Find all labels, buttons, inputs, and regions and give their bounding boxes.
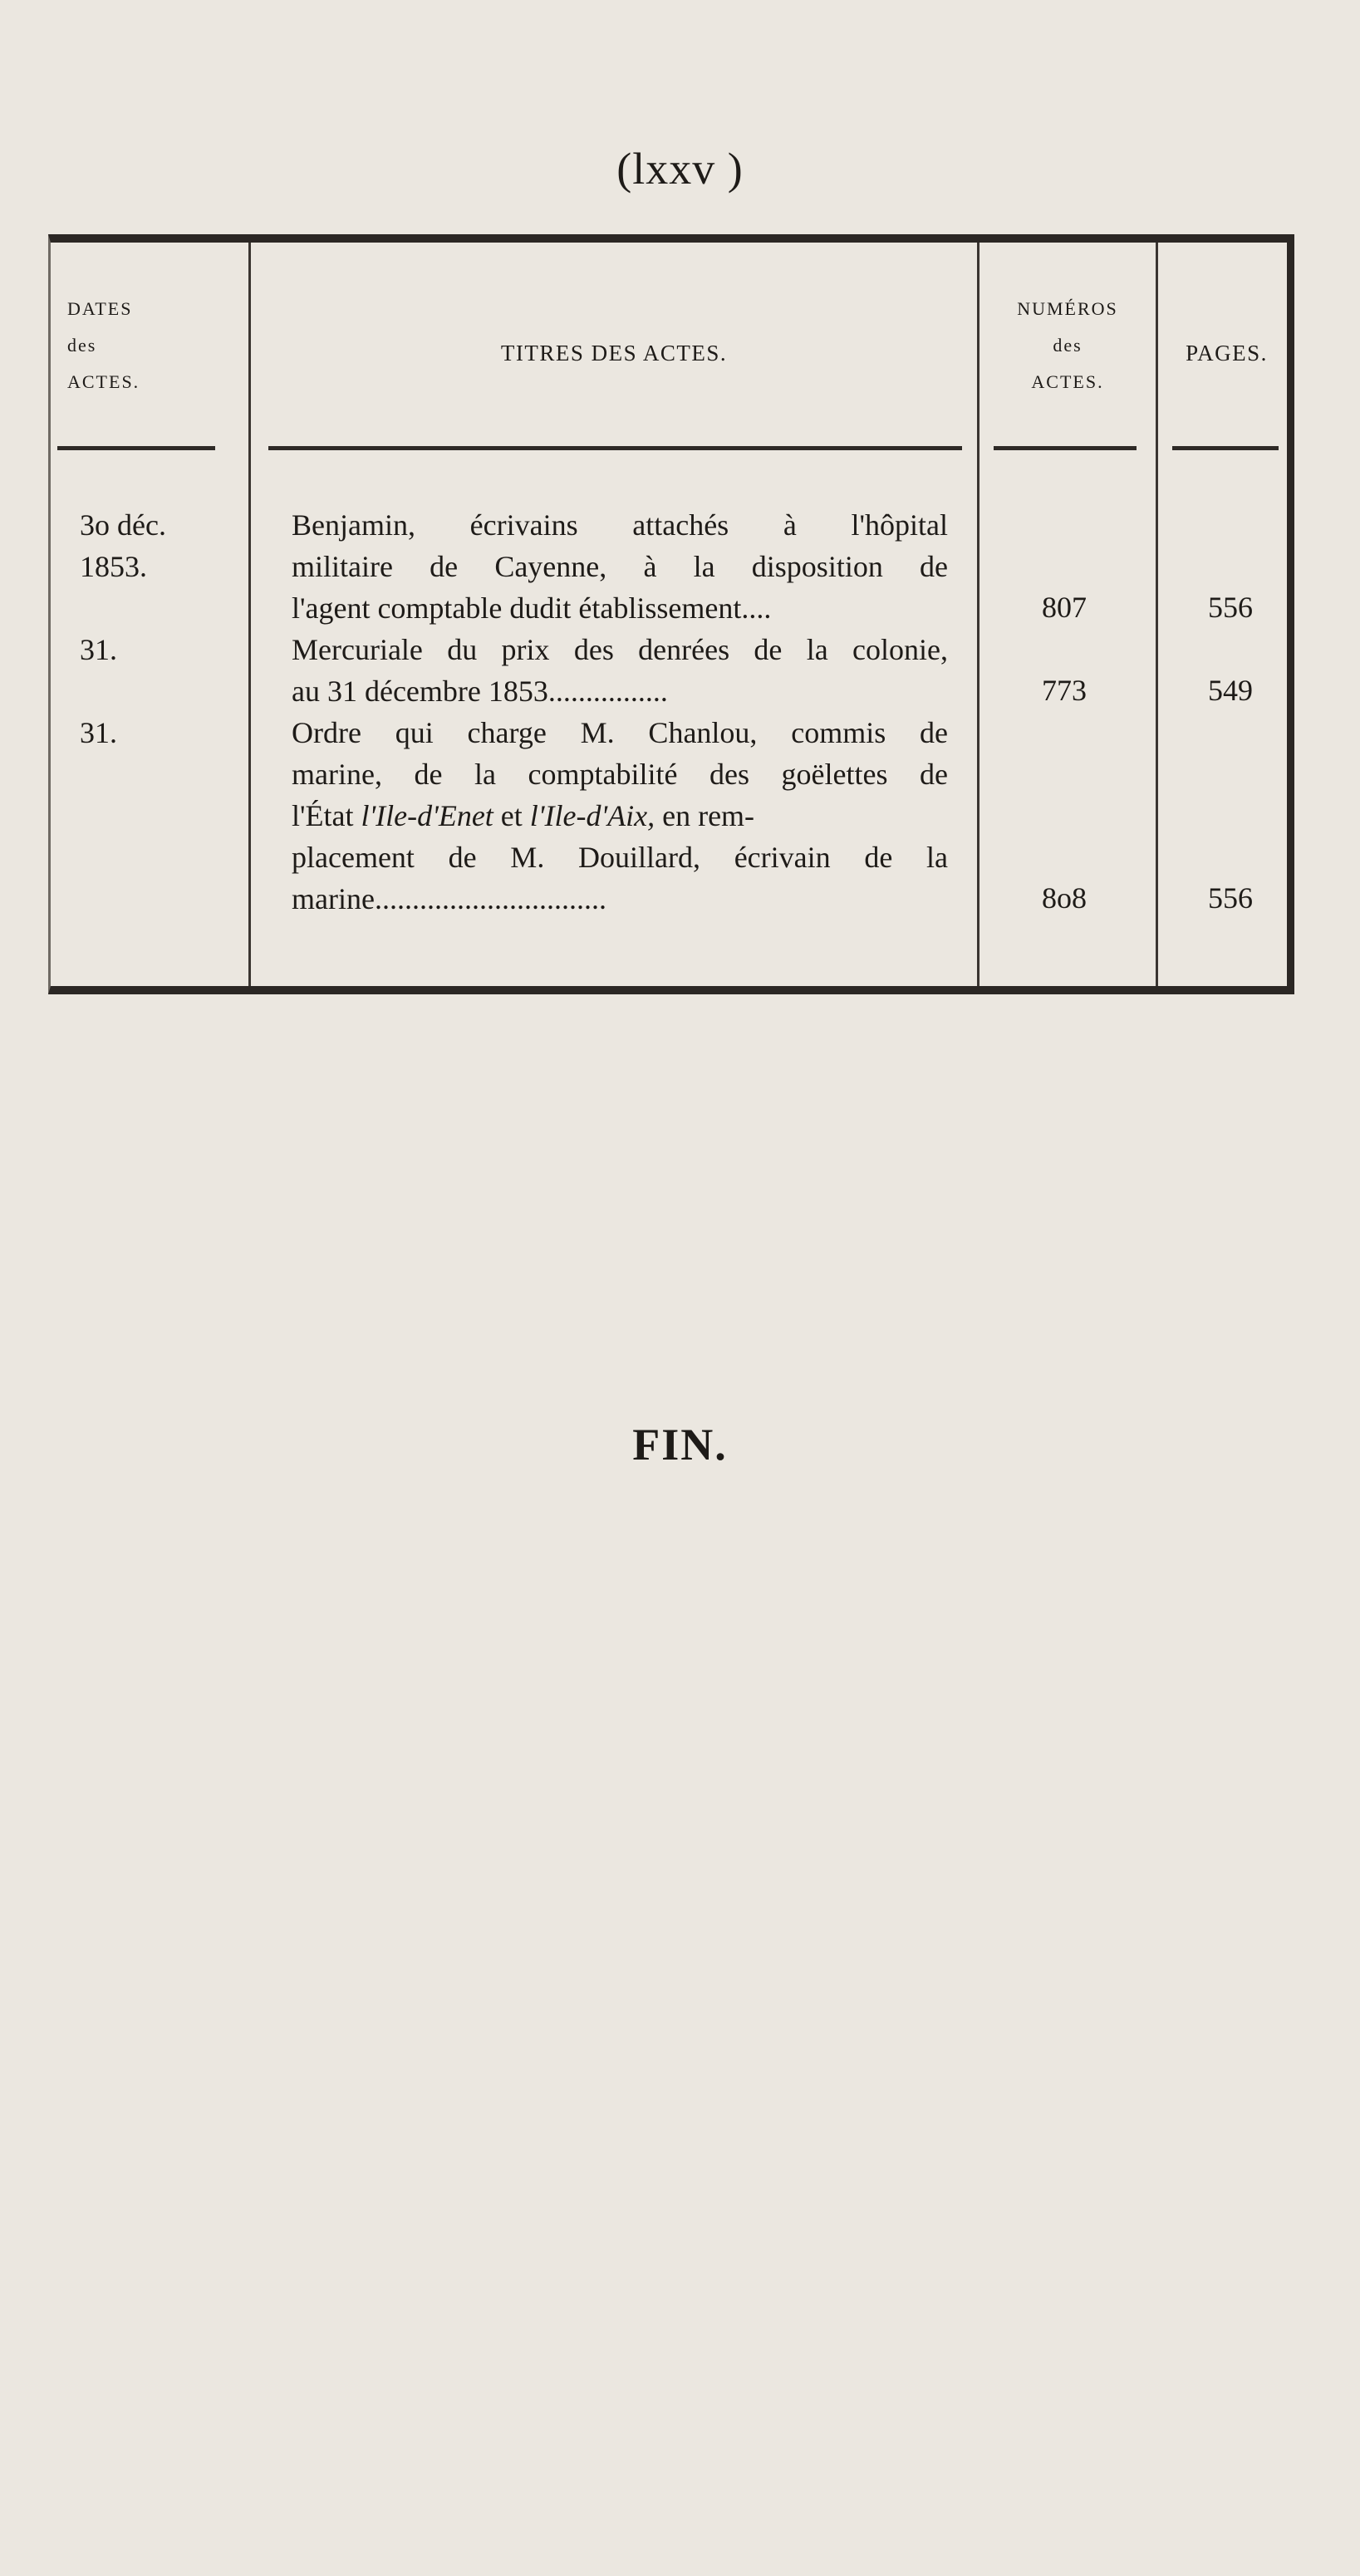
date-cell: 31.	[80, 633, 117, 666]
page-cell: 556	[1208, 881, 1253, 915]
header-titres: TITRES DES ACTES.	[500, 341, 728, 366]
page-number: (lxxv )	[616, 144, 744, 194]
header-dates: DATES des ACTES.	[67, 298, 140, 392]
date-cell: 3o déc. 1853.	[80, 508, 166, 583]
fin-label: FIN.	[632, 1420, 728, 1470]
date-cell: 31.	[80, 716, 117, 749]
header-rule	[268, 446, 962, 450]
act-title: Ordre qui charge M. Chanlou, commis de marine, de la comptabilité des goëlettes de l'État l'Ile-d'Enet et l'Ile-d'Aix, en rem- placement de M. Douillard, écrivain de la marine...............................	[292, 716, 948, 915]
page-cell: 549	[1208, 674, 1253, 707]
header-pages: PAGES.	[1186, 341, 1268, 366]
act-title: Benjamin, écrivains attachés à l'hôpital militaire de Cayenne, à la disposition de l'agent comptable dudit établissement....	[292, 508, 948, 625]
header-numeros: NUMÉROS des ACTES.	[1017, 298, 1118, 392]
act-title: Mercuriale du prix des denrées de la colonie, au 31 décembre 1853................	[292, 633, 948, 708]
header-rule	[57, 446, 215, 450]
numero-cell: 773	[1042, 674, 1087, 707]
page-cell: 556	[1208, 591, 1253, 624]
numero-cell: 807	[1042, 591, 1087, 624]
header-rule	[1172, 446, 1279, 450]
numero-cell: 8o8	[1042, 881, 1087, 915]
acts-table	[48, 234, 1294, 994]
header-rule	[994, 446, 1137, 450]
